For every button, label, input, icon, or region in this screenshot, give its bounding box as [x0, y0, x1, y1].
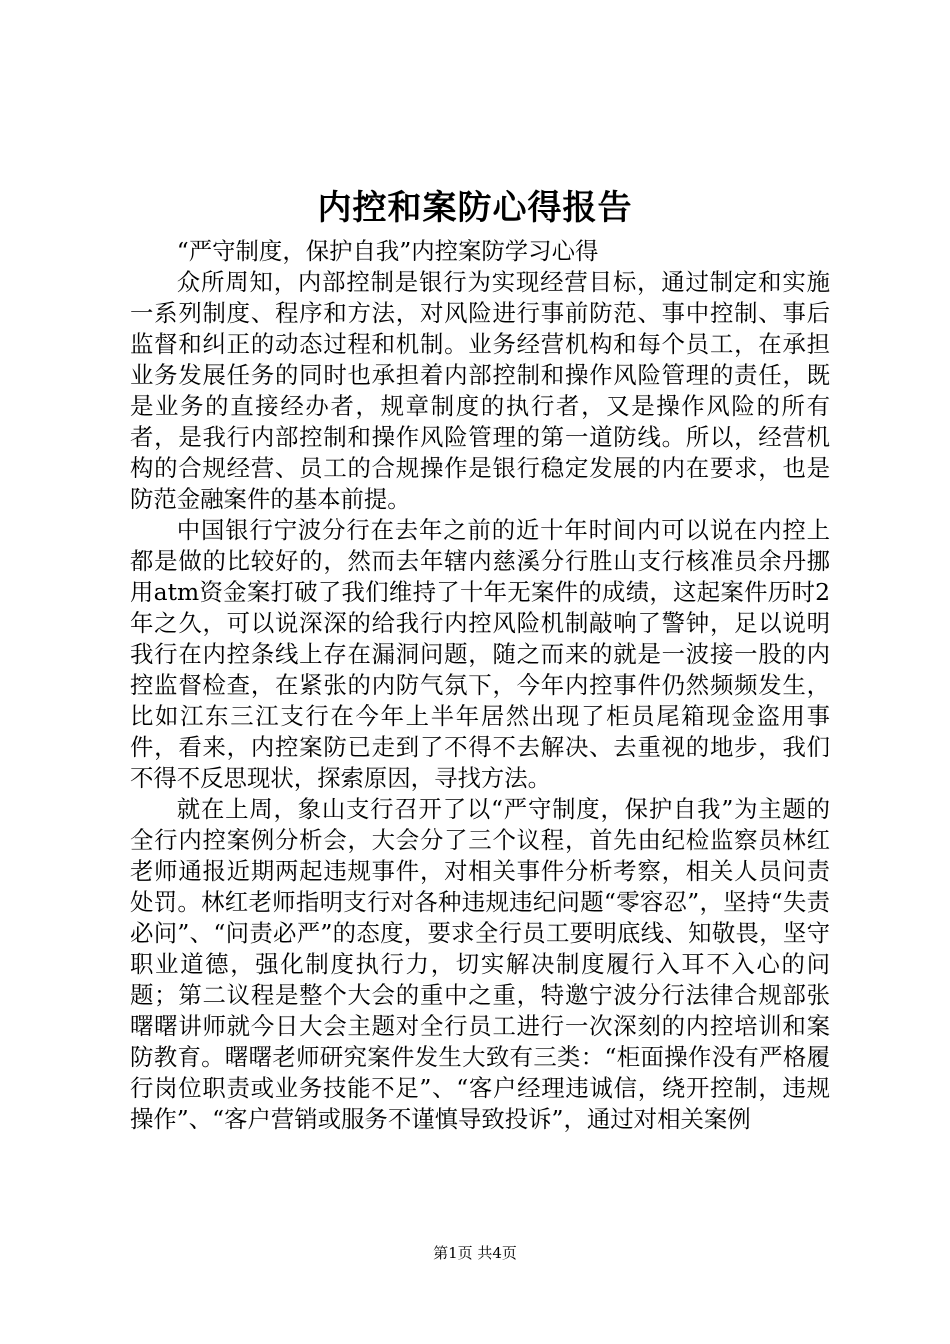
subtitle-paragraph: “严守制度，保护自我”内控案防学习心得 [176, 237, 599, 265]
body-paragraph: 中国银行宁波分行在去年之前的近十年时间内可以说在内控上都是做的比较好的，然而去年辖内慈溪分行胜山支行核准员余丹挪用atm资金案打破了我们维持了十年无案件的成绩，这起案件历时2年之久，可以说深深的给我行内控风险机制敲响了警钟，足以说明我行在内控条线上存在漏洞问题，随之而来的就是一波接一股的内控监督检查，在紧张的内防气氛下，今年内控事件仍然频频发生，比如江东三江支行在今年上半年居然出现了柜员尾箱现金盗用事件，看来，内控案防已走到了不得不去解决、去重视的地步，我们不得不反思现状，探索原因，寻找方法。 [130, 516, 830, 792]
body-paragraph: 就在上周，象山支行召开了以“严守制度，保护自我”为主题的全行内控案例分析会，大会分了三个议程，首先由纪检监察员林红老师通报近期两起违规事件，对相关事件分析考察，相关人员问责处罚。林红老师指明支行对各种违规违纪问题“零容忍”，坚持“失责必问”、“问责必严”的态度，要求全行员工要明底线、知敬畏，坚守职业道德，强化制度执行力，切实解决制度履行入耳不入心的问题；第二议程是整个大会的重中之重，特邀宁波分行法律合规部张曙曙讲师就今日大会主题对全行员工进行一次深刻的内控培训和案防教育。曙曙老师研究案件发生大致有三类：“柜面操作没有严格履行岗位职责或业务技能不足”、“客户经理违诚信，绕开控制，违规操作”、“客户营销或服务不谨慎导致投诉”，通过对相关案例 [130, 795, 830, 1133]
page-number-footer: 第1页 共4页 [433, 1244, 517, 1262]
document-body [130, 236, 830, 1135]
body-paragraph: 众所周知，内部控制是银行为实现经营目标，通过制定和实施一系列制度、程序和方法，对风险进行事前防范、事中控制、事后监督和纠正的动态过程和机制。业务经营机构和每个员工，在承担业务发展任务的同时也承担着内部控制和操作风险管理的责任，既是业务的直接经办者，规章制度的执行者，又是操作风险的所有者，是我行内部控制和操作风险管理的第一道防线。所以，经营机构的合规经营、员工的合规操作是银行稳定发展的内在要求，也是防范金融案件的基本前提。 [130, 268, 830, 513]
document-title: 内控和案防心得报告 [317, 188, 633, 228]
